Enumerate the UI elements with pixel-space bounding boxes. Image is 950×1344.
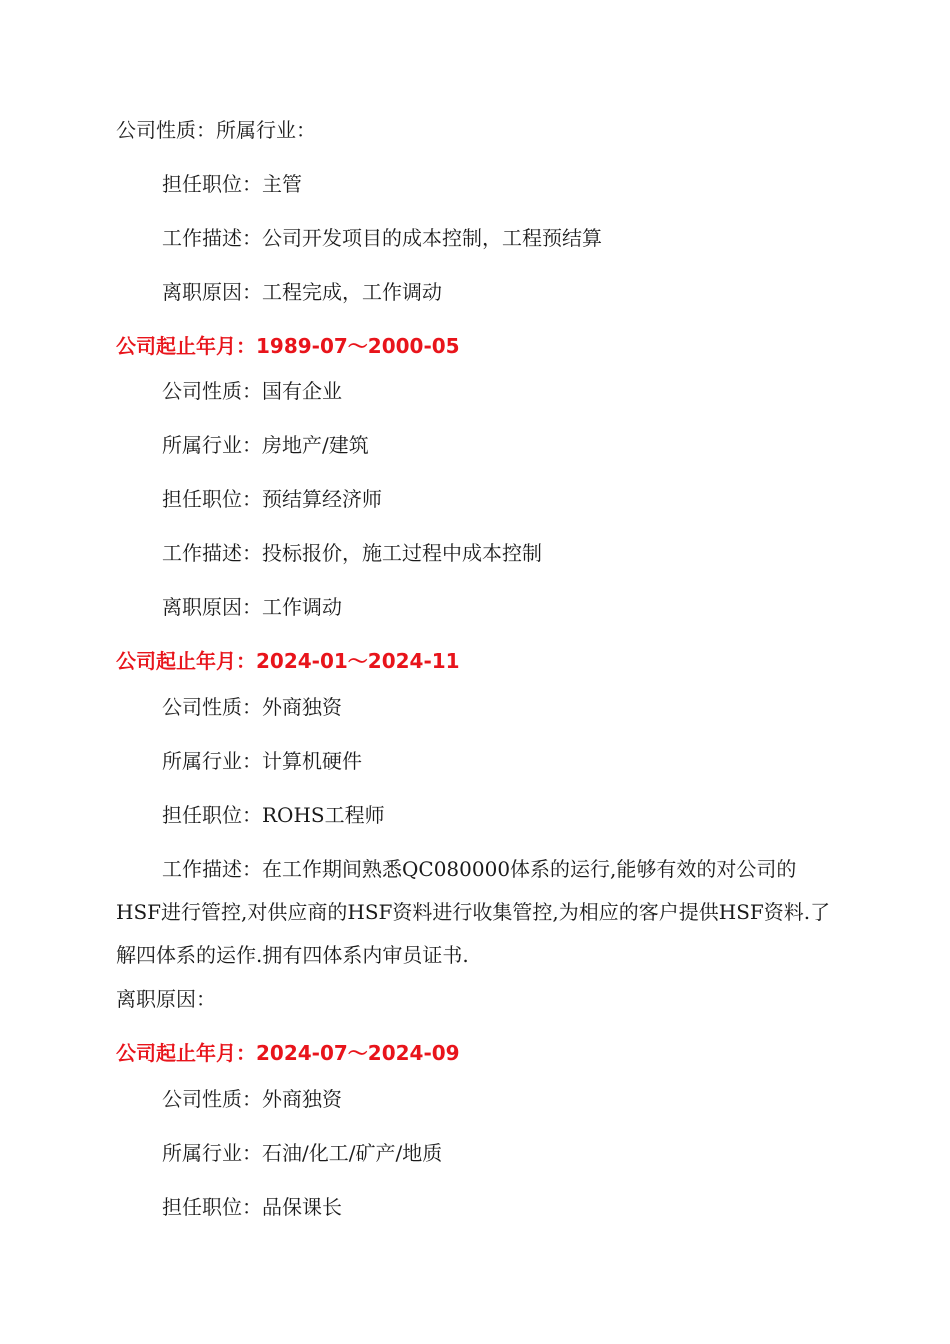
- leave-reason: 离职原因：工程完成，工作调动: [162, 280, 442, 304]
- position-held: 担任职位：品保课长: [162, 1195, 342, 1219]
- employment-period-heading: 公司起止年月：2024-07～2024-09: [116, 1041, 460, 1065]
- employment-period-heading: 公司起止年月：2024-01～2024-11: [116, 649, 460, 673]
- employment-period-heading: 公司起止年月：1989-07～2000-05: [116, 334, 460, 358]
- position-held: 担任职位：预结算经济师: [162, 487, 382, 511]
- job-description: 工作描述：在工作期间熟悉QC080000体系的运行,能够有效的对公司的HSF进行管控,对供应商的HSF资料进行收集管控,为相应的客户提供HSF资料.了解四体系的运作.拥有四体系内审员证书.: [116, 857, 831, 967]
- industry: 所属行业：房地产/建筑: [162, 433, 369, 457]
- company-nature-industry: 公司性质：所属行业：: [116, 118, 316, 142]
- industry: 所属行业：石油/化工/矿产/地质: [162, 1141, 443, 1165]
- company-nature: 公司性质：外商独资: [162, 1087, 342, 1111]
- leave-reason: 离职原因：: [116, 987, 216, 1011]
- company-nature: 公司性质：外商独资: [162, 695, 342, 719]
- job-description: 工作描述：投标报价，施工过程中成本控制: [162, 541, 542, 565]
- company-nature: 公司性质：国有企业: [162, 379, 342, 403]
- industry: 所属行业：计算机硬件: [162, 749, 362, 773]
- position-held: 担任职位：ROHS工程师: [162, 803, 385, 827]
- position-held: 担任职位：主管: [162, 172, 302, 196]
- job-description: 工作描述：公司开发项目的成本控制，工程预结算: [162, 226, 602, 250]
- leave-reason: 离职原因：工作调动: [162, 595, 342, 619]
